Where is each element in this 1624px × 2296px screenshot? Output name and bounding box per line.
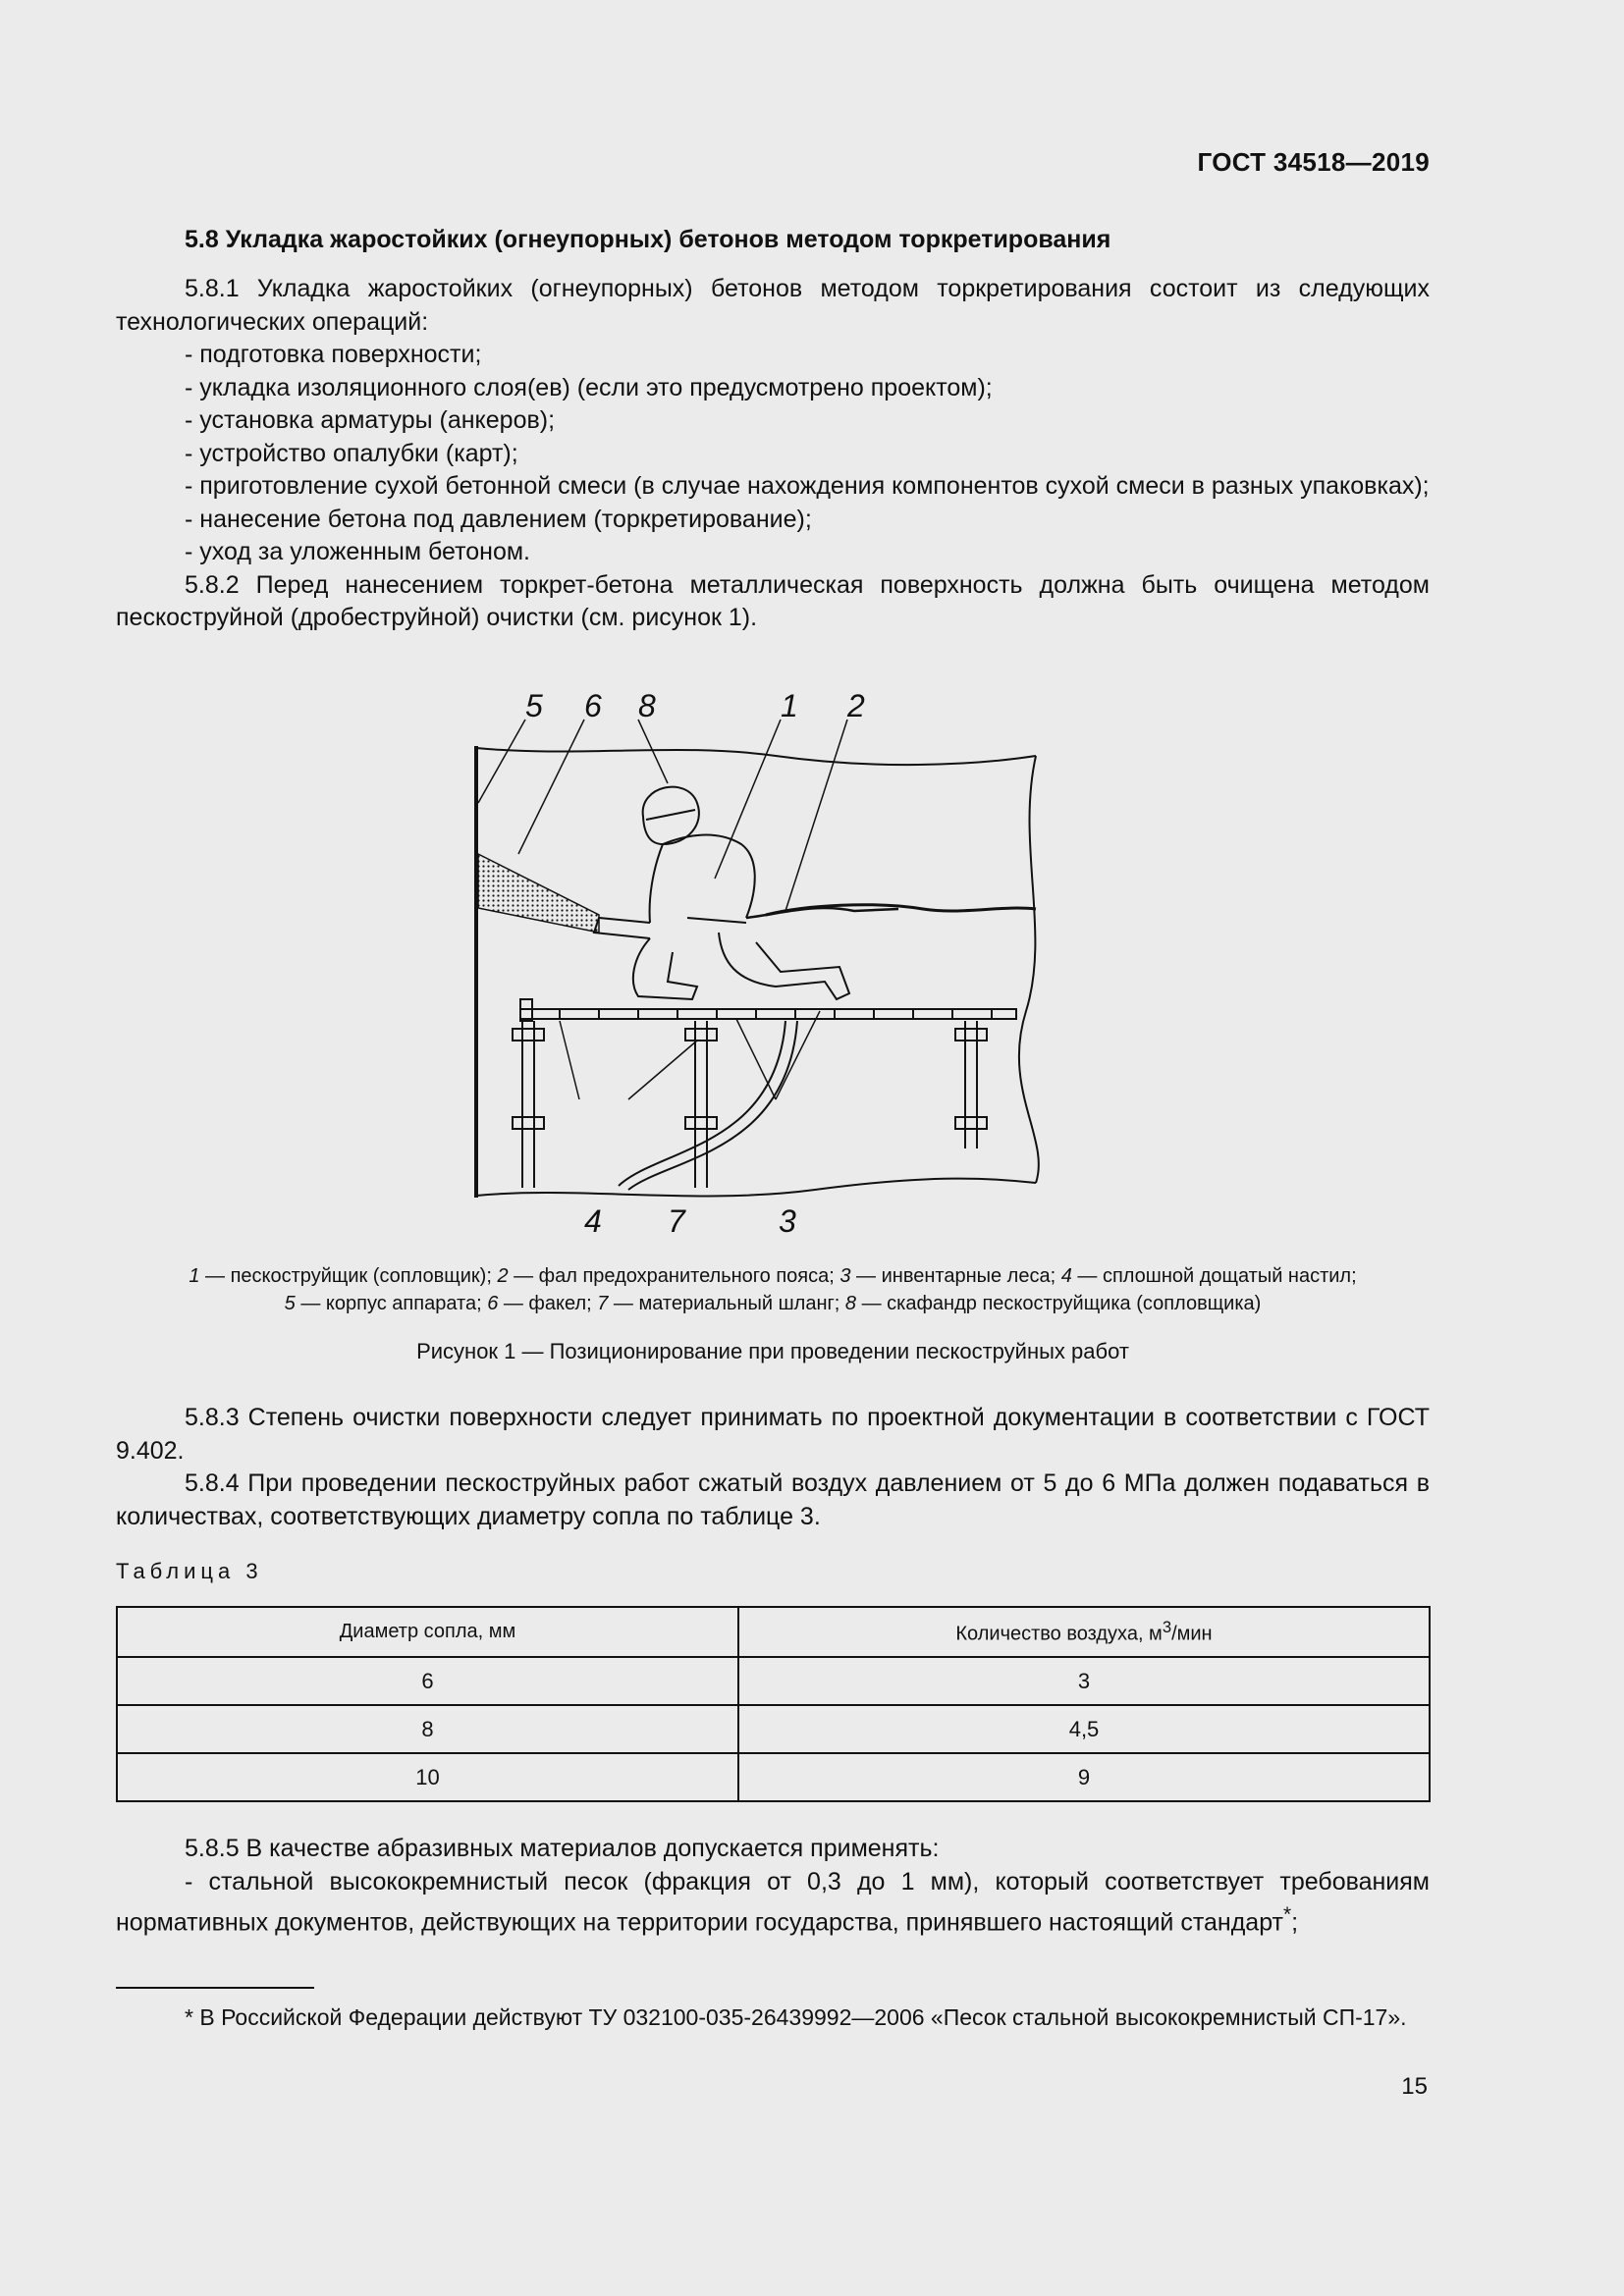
figure-label-4: 4: [584, 1203, 602, 1239]
table-header-diameter: Диаметр сопла, мм: [117, 1607, 738, 1657]
section-title: 5.8 Укладка жаростойких (огнеупорных) бетонов методом торкретирования: [185, 226, 1111, 253]
figure-caption: Рисунок 1 — Позиционирование при проведении пескоструйных работ: [416, 1339, 1129, 1363]
table-header-air: Количество воздуха, $м^3$/мин: [738, 1607, 1430, 1657]
figure-label-8: 8: [638, 688, 656, 723]
list-item: - приготовление сухой бетонной смеси (в случае нахождения компонентов сухой смеси в разных упаковках);: [185, 472, 1430, 500]
material-hose: [619, 1021, 785, 1186]
table-cell: 8: [117, 1705, 738, 1753]
paragraph-5-8-4: 5.8.4 При проведении пескоструйных работ сжатый воздух давлением от 5 до 6 МПа должен подаваться в количествах, соответствующих диаметру сопла по таблице 3.: [116, 1469, 1430, 1530]
figure-label-6: 6: [584, 688, 602, 723]
paragraph-5-8-5: 5.8.5 В качестве абразивных материалов допускается применять:: [185, 1835, 940, 1862]
legend-line-2: 5 — корпус аппарата; 6 — факел; 7 — материальный шланг; 8 — скафандр пескоструйщика (сопловщика): [284, 1293, 1262, 1314]
list-item: - установка арматуры (анкеров);: [185, 406, 556, 434]
table-label: Таблица 3: [116, 1559, 263, 1583]
table-cell: 10: [117, 1753, 738, 1801]
text-block-operations: [116, 273, 1430, 635]
scaffold-deck: [520, 1009, 1016, 1019]
table-row: [117, 1753, 1430, 1801]
sandblasting-drawing: [461, 687, 1100, 1247]
table-cell: 3: [738, 1657, 1430, 1705]
text-block-cleaning: [116, 1402, 1430, 1533]
figure-sandblasting: [461, 687, 1100, 1247]
table-row: [117, 1657, 1430, 1705]
deck-boards: [560, 1009, 992, 1019]
figure-legend: [116, 1262, 1430, 1317]
air-volume-table: [116, 1606, 1431, 1802]
list-item: - уход за уложенным бетоном.: [185, 538, 531, 565]
paragraph-5-8-1: 5.8.1 Укладка жаростойких (огнеупорных) бетонов методом торкретирования состоит из следующих технологических операций:: [116, 275, 1430, 336]
figure-label-7: 7: [668, 1203, 685, 1239]
table-row: [117, 1705, 1430, 1753]
text-block-abrasives: [116, 1833, 1430, 1940]
break-line-right: [1019, 756, 1039, 1183]
table-cell: 6: [117, 1657, 738, 1705]
list-item: - стальной высококремнистый песок (фракция от 0,3 до 1 мм), который соответствует требованиям нормативных документов, действующих на территории государства, принявшего настоящий стандарт*;: [116, 1867, 1430, 1937]
table-cell: 4,5: [738, 1705, 1430, 1753]
break-line-bottom: [476, 1179, 1036, 1197]
break-line-top: [476, 748, 1036, 765]
table-cell: 9: [738, 1753, 1430, 1801]
legend-line-1: 1 — пескоструйщик (сопловщик); 2 — фал предохранительного пояса; 3 — инвентарные леса; 4 — сплошной дощатый настил;: [189, 1265, 1357, 1287]
paragraph-5-8-3: 5.8.3 Степень очистки поверхности следует принимать по проектной документации в соответствии с ГОСТ 9.402.: [116, 1404, 1430, 1465]
standard-code: ГОСТ 34518—2019: [1197, 147, 1430, 177]
sandblaster-figure: [594, 787, 898, 999]
table-header-row: [117, 1607, 1430, 1657]
figure-label-3: 3: [779, 1203, 796, 1239]
footnote-text: * В Российской Федерации действуют ТУ 032100-035-26439992—2006 «Песок стальной высококремнистый СП-17».: [185, 2004, 1407, 2030]
list-item: - подготовка поверхности;: [185, 341, 482, 368]
list-item: - нанесение бетона под давлением (торкретирование);: [185, 505, 812, 533]
list-item: - укладка изоляционного слоя(ев) (если это предусмотрено проектом);: [185, 373, 993, 401]
page-number: 15: [1401, 2073, 1428, 2100]
paragraph-5-8-2: 5.8.2 Перед нанесением торкрет-бетона металлическая поверхность должна быть очищена методом пескоструйной (дробеструйной) очистки (см. рисунок 1).: [116, 570, 1430, 631]
figure-label-5: 5: [525, 688, 543, 723]
footnote: [116, 2002, 1430, 2033]
figure-label-1: 1: [781, 688, 798, 723]
footnote-divider: [116, 1987, 314, 1989]
figure-label-2: 2: [847, 688, 865, 723]
list-item: - устройство опалубки (карт);: [185, 439, 518, 467]
spray-torch: [478, 854, 599, 933]
